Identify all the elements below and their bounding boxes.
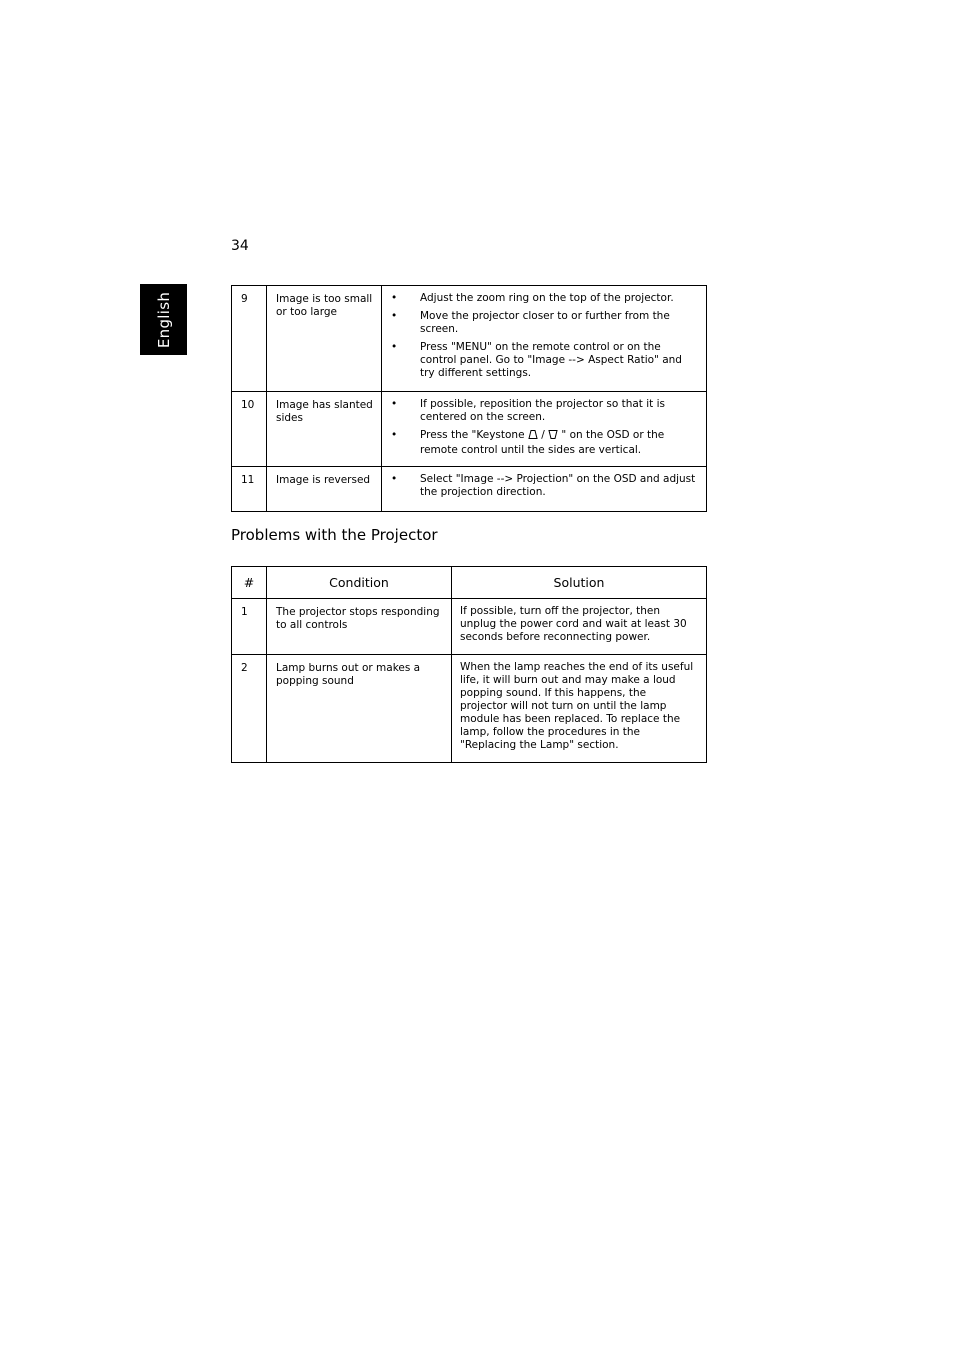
keystone-separator: / bbox=[537, 429, 549, 441]
keystone-text-suffix: " on the OSD or the remote control until the sides are vertical. bbox=[420, 429, 665, 456]
keystone-up-icon bbox=[528, 429, 538, 444]
row-number: 11 bbox=[232, 467, 267, 512]
table-row bbox=[232, 286, 707, 392]
language-tab bbox=[140, 284, 187, 355]
column-header-condition: Condition bbox=[267, 567, 452, 599]
solution-cell: When the lamp reaches the end of its useful life, it will burn out and may make a loud popping sound. If this happens, the projector will not turn on until the lamp module has been replaced. To replace the lamp, follow the procedures in the "Replacing the Lamp" section. bbox=[452, 655, 707, 763]
condition-cell: Image is too small or too large bbox=[267, 286, 382, 392]
list-item: • If possible, reposition the projector so that it is centered on the screen. bbox=[390, 398, 696, 424]
troubleshooting-table-image bbox=[231, 285, 707, 512]
page-number: 34 bbox=[231, 238, 249, 254]
table-row bbox=[232, 392, 707, 467]
section-title: Problems with the Projector bbox=[231, 526, 438, 544]
row-number: 9 bbox=[232, 286, 267, 392]
table-row bbox=[232, 655, 707, 763]
list-item: • Adjust the zoom ring on the top of the projector. bbox=[390, 292, 696, 305]
column-header-solution: Solution bbox=[452, 567, 707, 599]
solution-cell: If possible, turn off the projector, then unplug the power cord and wait at least 30 seconds before reconnecting power. bbox=[452, 599, 707, 655]
list-item: • Select "Image --> Projection" on the OSD and adjust the projection direction. bbox=[390, 473, 696, 499]
condition-cell: The projector stops responding to all controls bbox=[267, 599, 452, 655]
condition-cell: Lamp burns out or makes a popping sound bbox=[267, 655, 452, 763]
row-number: 10 bbox=[232, 392, 267, 467]
row-number: 2 bbox=[232, 655, 267, 763]
condition-cell: Image has slanted sides bbox=[267, 392, 382, 467]
list-item: • Move the projector closer to or further from the screen. bbox=[390, 310, 696, 336]
condition-cell: Image is reversed bbox=[267, 467, 382, 512]
table-row bbox=[232, 599, 707, 655]
column-header-number: # bbox=[232, 567, 267, 599]
solution-cell bbox=[382, 467, 707, 512]
table-header-row bbox=[232, 567, 707, 599]
language-tab-label: English bbox=[154, 291, 173, 348]
keystone-text-prefix: Press the "Keystone bbox=[420, 429, 528, 441]
keystone-down-icon bbox=[548, 429, 558, 444]
table-row bbox=[232, 467, 707, 512]
solution-cell bbox=[382, 286, 707, 392]
troubleshooting-table-projector bbox=[231, 566, 707, 763]
solution-cell bbox=[382, 392, 707, 467]
list-item: • Press "MENU" on the remote control or on the control panel. Go to "Image --> Aspect Ratio" and try different settings. bbox=[390, 341, 696, 380]
row-number: 1 bbox=[232, 599, 267, 655]
list-item bbox=[390, 429, 696, 457]
